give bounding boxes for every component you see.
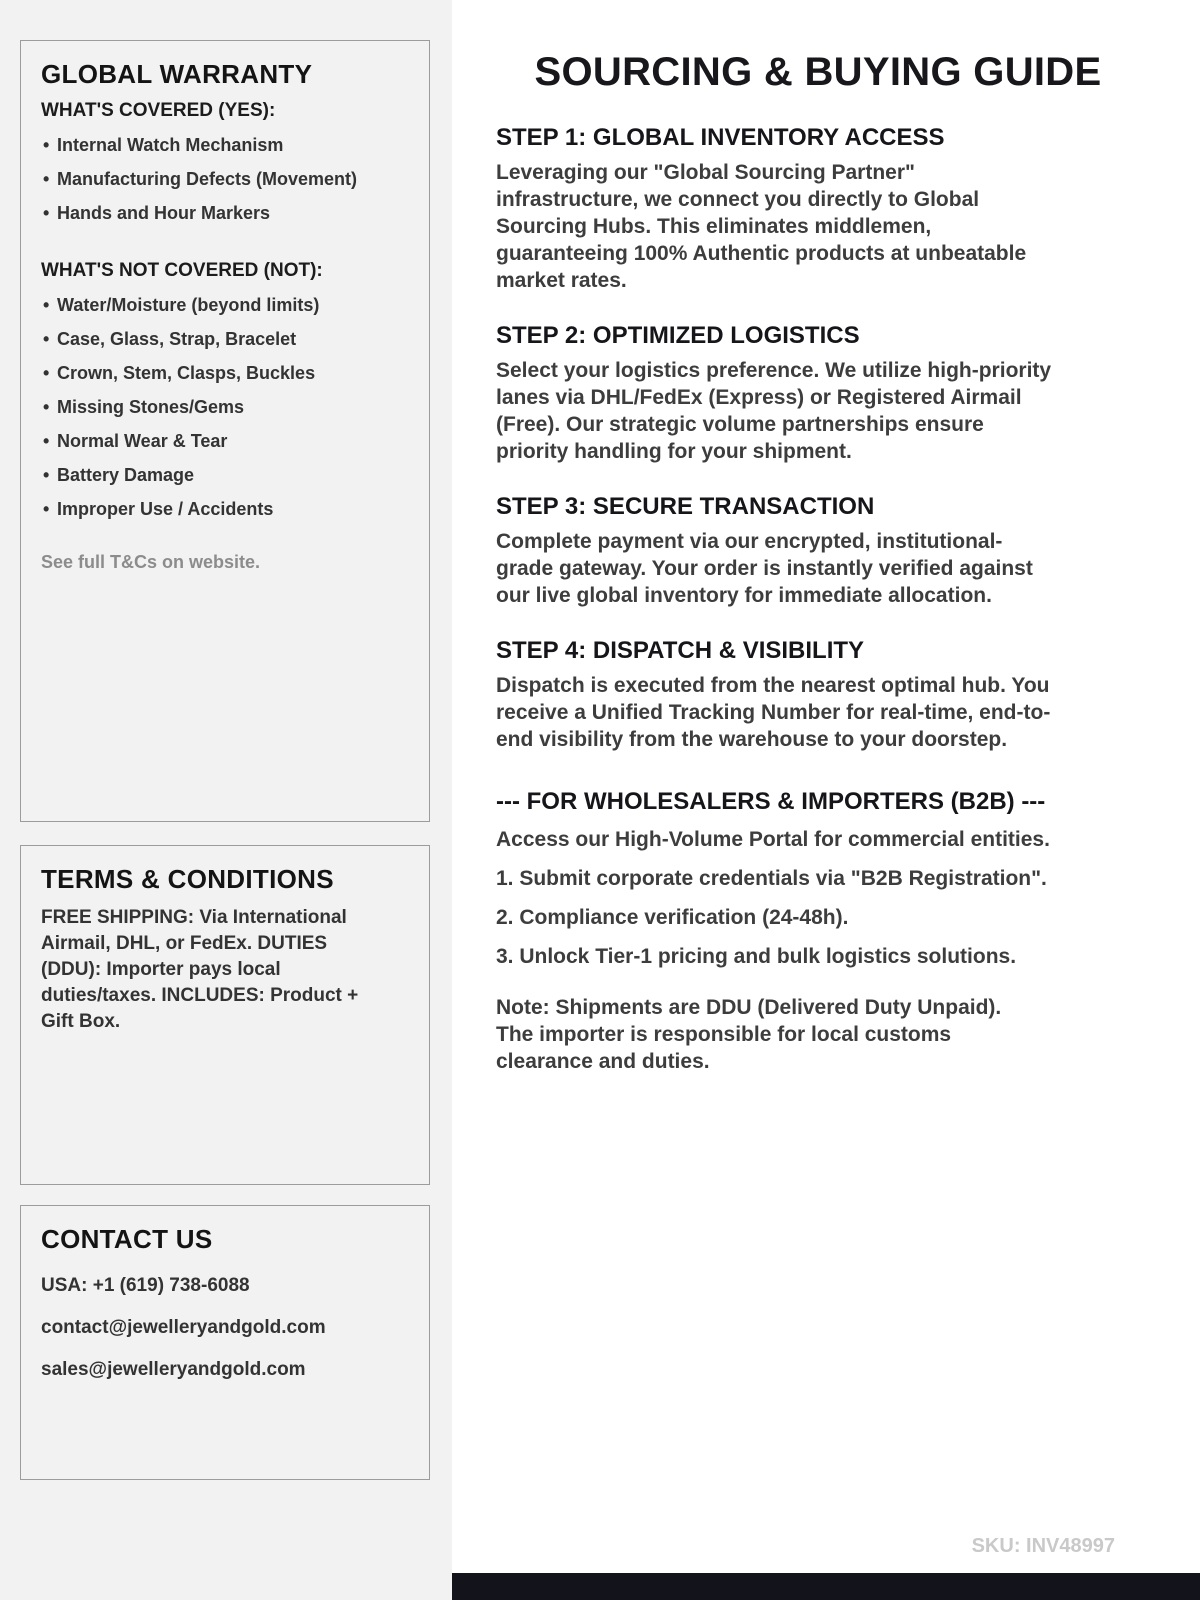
terms-title: TERMS & CONDITIONS	[41, 864, 334, 894]
warranty-covered-list	[41, 128, 409, 230]
step-1-body: Leveraging our "Global Sourcing Partner" infrastructure, we connect you directly to Global Sourcing Hubs. This eliminates middlemen, guaranteeing 100% Authentic products at unbeatable market rates.	[496, 161, 1027, 292]
page-title: SOURCING & BUYING GUIDE	[534, 50, 1102, 94]
step-4-heading: STEP 4: DISPATCH & VISIBILITY	[496, 637, 865, 664]
bottom-bar	[452, 1573, 1200, 1600]
list-item: • Crown, Stem, Clasps, Buckles	[41, 356, 409, 390]
b2b-intro: Access our High-Volume Portal for commercial entities.	[496, 828, 1050, 851]
b2b-step-2: 2. Compliance verification (24-48h).	[496, 906, 849, 929]
step-3-section	[496, 492, 1140, 609]
step-2-section	[496, 321, 1140, 465]
sidebar	[0, 0, 452, 1600]
list-item: • Manufacturing Defects (Movement)	[41, 162, 409, 196]
b2b-step-1: 1. Submit corporate credentials via "B2B Registration".	[496, 867, 1047, 890]
warranty-not-covered-list	[41, 288, 409, 526]
step-3-heading: STEP 3: SECURE TRANSACTION	[496, 493, 875, 520]
step-2-heading: STEP 2: OPTIMIZED LOGISTICS	[496, 322, 860, 349]
step-2-body: Select your logistics preference. We utilize high-priority lanes via DHL/FedEx (Express) or Registered Airmail (Free). Our strategic volume partnerships ensure priority handling for your shipment.	[496, 359, 1052, 463]
contact-panel	[20, 1205, 430, 1480]
step-4-section	[496, 636, 1140, 753]
contact-title: CONTACT US	[41, 1224, 213, 1254]
list-item: • Normal Wear & Tear	[41, 424, 409, 458]
list-item: • Case, Glass, Strap, Bracelet	[41, 322, 409, 356]
list-item: • Water/Moisture (beyond limits)	[41, 288, 409, 322]
warranty-covered-title: WHAT'S COVERED (YES):	[41, 100, 276, 121]
list-item: • Improper Use / Accidents	[41, 492, 409, 526]
sku-label: SKU: INV48997	[971, 1535, 1115, 1557]
step-3-body: Complete payment via our encrypted, institutional-grade gateway. Your order is instantly verified against our live global inventory for immediate allocation.	[496, 530, 1033, 607]
warranty-title: GLOBAL WARRANTY	[41, 59, 313, 89]
global-warranty-panel	[20, 40, 430, 822]
terms-body: FREE SHIPPING: Via International Airmail, DHL, or FedEx. DUTIES (DDU): Importer pays local duties/taxes. INCLUDES: Product + Gift Box.	[41, 907, 359, 1032]
contact-email-sales: sales@jewelleryandgold.com	[41, 1359, 306, 1380]
b2b-section	[496, 787, 1140, 1075]
list-item: • Hands and Hour Markers	[41, 196, 409, 230]
b2b-step-3: 3. Unlock Tier-1 pricing and bulk logistics solutions.	[496, 945, 1017, 968]
list-item: • Missing Stones/Gems	[41, 390, 409, 424]
b2b-heading: --- FOR WHOLESALERS & IMPORTERS (B2B) ---	[496, 788, 1046, 815]
step-4-body: Dispatch is executed from the nearest optimal hub. You receive a Unified Tracking Number for real-time, end-to-end visibility from the warehouse to your doorstep.	[496, 674, 1051, 751]
warranty-not-covered-title: WHAT'S NOT COVERED (NOT):	[41, 260, 323, 281]
b2b-note: Note: Shipments are DDU (Delivered Duty Unpaid). The importer is responsible for local customs clearance and duties.	[496, 996, 1002, 1073]
terms-panel	[20, 845, 430, 1185]
list-item: • Internal Watch Mechanism	[41, 128, 409, 162]
contact-phone: USA: +1 (619) 738-6088	[41, 1275, 250, 1296]
warranty-footnote: See full T&Cs on website.	[41, 552, 261, 572]
step-1-section	[496, 123, 1140, 294]
list-item: • Battery Damage	[41, 458, 409, 492]
main-content	[452, 0, 1200, 1600]
step-1-heading: STEP 1: GLOBAL INVENTORY ACCESS	[496, 124, 945, 151]
contact-email-primary: contact@jewelleryandgold.com	[41, 1317, 326, 1338]
